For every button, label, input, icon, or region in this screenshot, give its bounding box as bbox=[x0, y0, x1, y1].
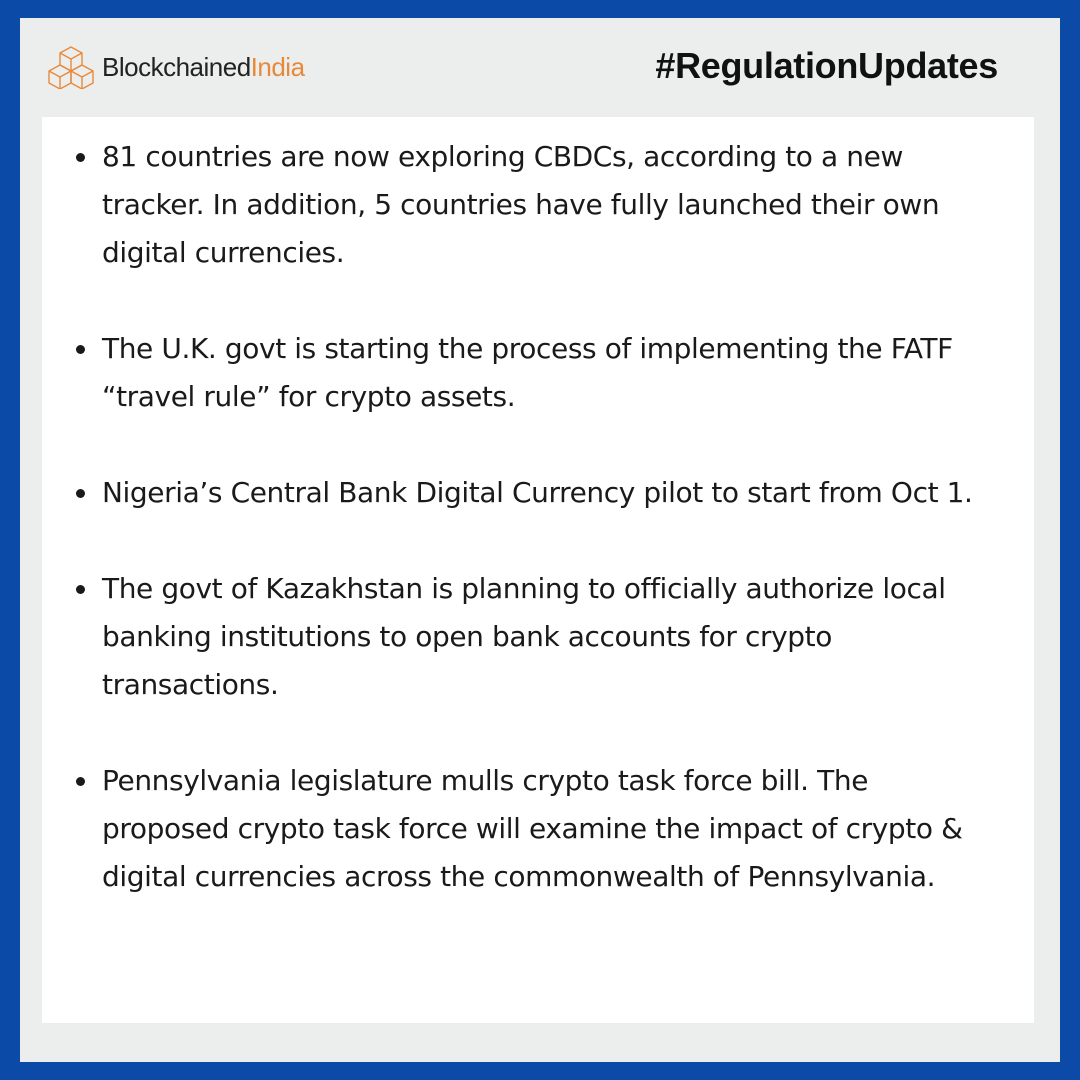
bullet-dot-icon bbox=[76, 489, 85, 498]
bullet-dot-icon bbox=[76, 777, 85, 786]
brand-logo bbox=[48, 44, 305, 90]
news-item bbox=[42, 133, 1034, 277]
news-item-text: 81 countries are now exploring CBDCs, according to a new tracker. In addition, 5 countries have fully launched their own digital currencies. bbox=[102, 140, 940, 269]
news-item-text: The govt of Kazakhstan is planning to officially authorize local banking institutions to open bank accounts for crypto transactions. bbox=[102, 572, 946, 701]
bullet-dot-icon bbox=[76, 345, 85, 354]
brand-name-part1: Blockchained bbox=[102, 52, 251, 82]
news-item-text: The U.K. govt is starting the process of implementing the FATF “travel rule” for crypto assets. bbox=[102, 332, 953, 413]
news-item bbox=[42, 469, 1034, 517]
news-list bbox=[42, 133, 1034, 949]
brand-name-part2: India bbox=[250, 52, 305, 82]
bullet-dot-icon bbox=[76, 153, 85, 162]
bullet-dot-icon bbox=[76, 585, 85, 594]
news-item-text: Pennsylvania legislature mulls crypto task force bill. The proposed crypto task force will examine the impact of crypto & digital currencies across the commonwealth of Pennsylvania. bbox=[102, 764, 963, 893]
hashtag-title: #RegulationUpdates bbox=[655, 45, 998, 86]
content-card bbox=[42, 117, 1034, 1023]
cube-lattice-logo-icon bbox=[48, 45, 94, 89]
news-item bbox=[42, 325, 1034, 421]
news-item-text: Nigeria’s Central Bank Digital Currency pilot to start from Oct 1. bbox=[102, 476, 973, 509]
post-frame bbox=[20, 18, 1060, 1062]
header bbox=[20, 18, 1060, 118]
news-item bbox=[42, 757, 1034, 901]
news-item bbox=[42, 565, 1034, 709]
brand-name bbox=[102, 54, 305, 80]
